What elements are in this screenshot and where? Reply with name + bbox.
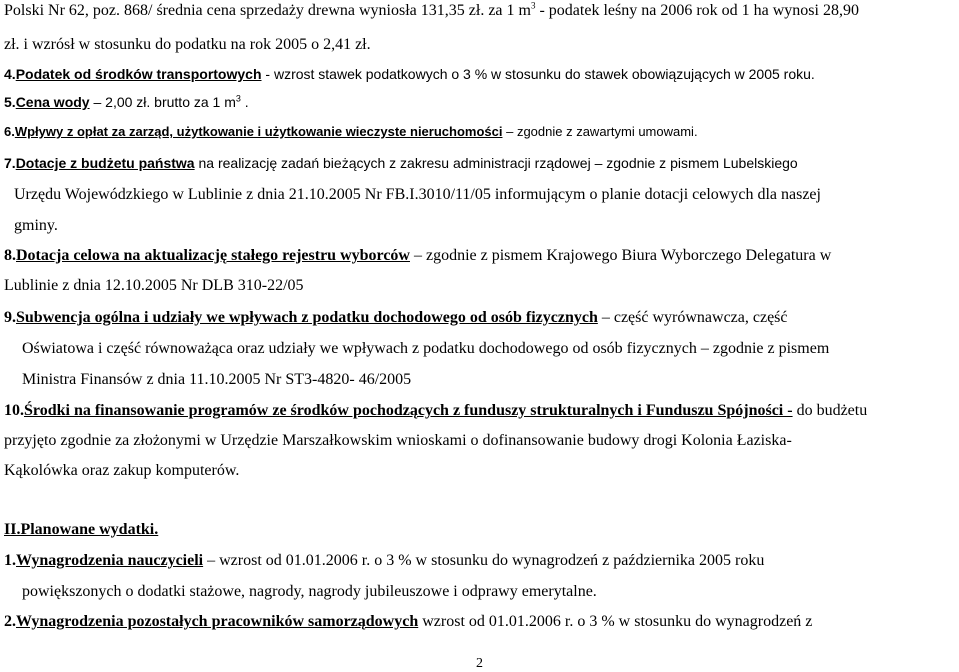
item-10-line-2: przyjęto zgodnie za złożonymi w Urzędzie Marszałkowskim wnioskami o dofinansowanie budowy drogi Kolonia Łaziska- (4, 432, 792, 449)
item-7-line-3: gminy. (14, 217, 58, 234)
text-line-1: Polski Nr 62, poz. 868/ średnia cena sprzedaży drewna wyniosła 131,35 zł. za 1 $m^3$ - podatek leśny na 2006 rok od 1 ha wynosi 28,90 (4, 0, 859, 19)
item-8-line-2: Lublinie z dnia 12.10.2005 Nr DLB 310-22/05 (4, 277, 304, 294)
item-10: 10.Środki na finansowanie programów ze środków pochodzących z funduszy strukturalnych i Funduszu Spójności - do budżetu (4, 402, 868, 419)
item-10-line-3: Kąkolówka oraz zakup komputerów. (4, 462, 240, 479)
item-7-line-2: Urzędu Wojewódzkiego w Lublinie z dnia 21.10.2005 Nr FB.I.3010/11/05 informującym o planie dotacji celowych dla naszej (14, 186, 821, 203)
item-6: 6.Wpływy z opłat za zarząd, użytkowanie i użytkowanie wieczyste nieruchomości – zgodnie z zawartymi umowami. (4, 124, 698, 139)
expense-item-1: 1.Wynagrodzenia nauczycieli – wzrost od 01.01.2006 r. o 3 % w stosunku do wynagrodzeń z października 2005 roku (4, 552, 765, 569)
section-heading: II.Planowane wydatki. (4, 521, 159, 538)
item-5: 5.Cena wody – 2,00 zł. brutto za 1 $m^3$ . (4, 93, 249, 110)
expense-item-2: 2.Wynagrodzenia pozostałych pracowników samorządowych wzrost od 01.01.2006 r. o 3 % w stosunku do wynagrodzeń z (4, 613, 813, 630)
item-9-line-3: Ministra Finansów z dnia 11.10.2005 Nr ST3-4820- 46/2005 (22, 371, 412, 388)
page-number: 2 (476, 656, 483, 671)
text-line-2: zł. i wzrósł w stosunku do podatku na rok 2005 o 2,41 zł. (4, 36, 371, 53)
item-8: 8.Dotacja celowa na aktualizację stałego rejestru wyborców – zgodnie z pismem Krajowego Biura Wyborczego Delegatura w (4, 247, 832, 264)
item-9-line-2: Oświatowa i część równoważąca oraz udziały we wpływach z podatku dochodowego od osób fizycznych – zgodnie z pismem (22, 340, 830, 357)
item-9: 9.Subwencja ogólna i udziały we wpływach z podatku dochodowego od osób fizycznych – część wyrównawcza, część (4, 309, 788, 326)
item-4: 4.Podatek od środków transportowych - wzrost stawek podatkowych o 3 % w stosunku do stawek obowiązujących w 2005 roku. (4, 66, 815, 82)
item-7: 7.Dotacje z budżetu państwa na realizację zadań bieżących z zakresu administracji rządowej – zgodnie z pismem Lubelskiego (4, 155, 798, 171)
expense-item-1-line-2: powiększonych o dodatki stażowe, nagrody, nagrody jubileuszowe i odprawy emerytalne. (22, 583, 597, 600)
